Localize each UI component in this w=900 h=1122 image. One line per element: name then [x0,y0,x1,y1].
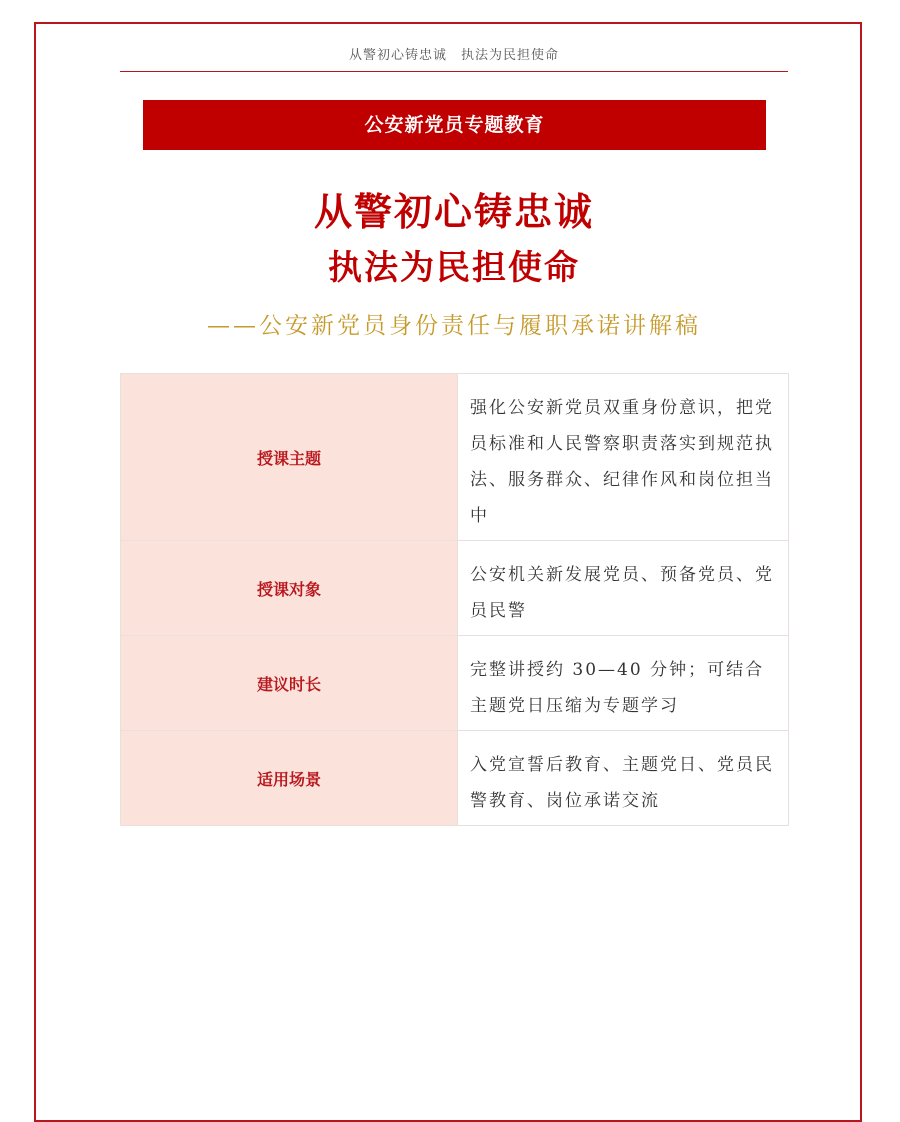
row-value: 完整讲授约 30—40 分钟；可结合主题党日压缩为专题学习 [458,636,789,731]
page-title-line-1: 从警初心铸忠诚 [313,190,594,234]
row-label: 建议时长 [121,636,458,731]
row-value: 入党宣誓后教育、主题党日、党员民警教育、岗位承诺交流 [458,731,789,826]
running-header: 从警初心铸忠诚 执法为民担使命 [348,48,559,63]
table-row [121,636,789,731]
course-info-table [120,373,789,826]
page-title-line-2: 执法为民担使命 [328,248,580,288]
row-value: 公安机关新发展党员、预备党员、党员民警 [458,541,789,636]
page-subtitle: ——公安新党员身份责任与履职承诺讲解稿 [207,313,701,339]
section-banner: 公安新党员专题教育 [143,100,766,150]
row-label: 适用场景 [121,731,458,826]
table-row [121,731,789,826]
header-rule [120,71,788,72]
row-label: 授课主题 [121,374,458,541]
table-row [121,374,789,541]
row-value: 强化公安新党员双重身份意识，把党员标准和人民警察职责落实到规范执法、服务群众、纪律作风和岗位担当中 [458,374,789,541]
table-row [121,541,789,636]
row-label: 授课对象 [121,541,458,636]
